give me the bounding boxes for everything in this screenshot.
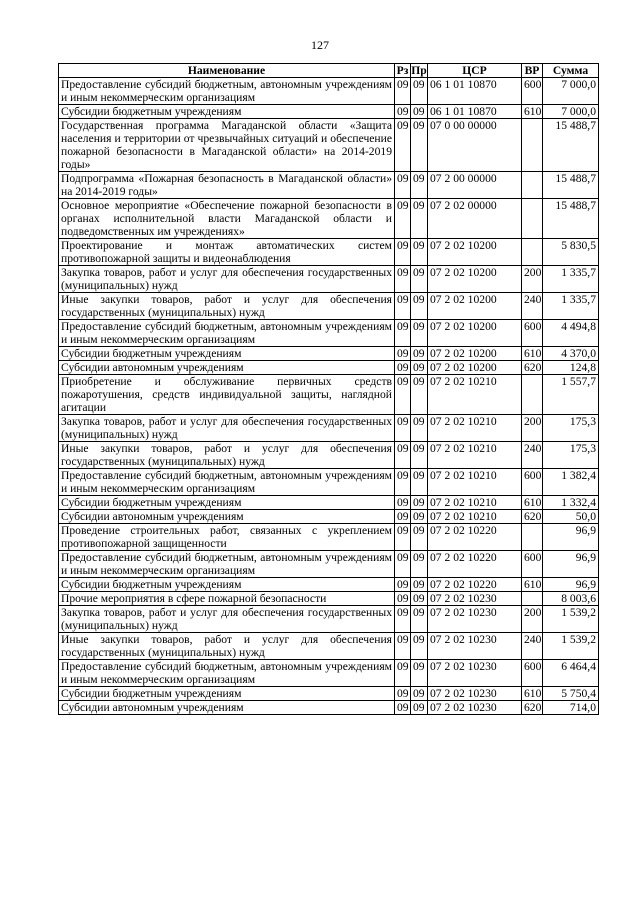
cell-csr: 07 2 02 10210 <box>428 415 522 442</box>
cell-csr: 07 2 02 10230 <box>428 701 522 715</box>
cell-vr: 620 <box>522 361 543 375</box>
cell-sum: 1 332,4 <box>543 496 599 510</box>
cell-sum: 175,3 <box>543 415 599 442</box>
cell-pr: 09 <box>411 239 428 266</box>
cell-vr: 600 <box>522 78 543 105</box>
cell-sum: 5 750,4 <box>543 687 599 701</box>
cell-csr: 07 2 02 10210 <box>428 510 522 524</box>
cell-sum: 175,3 <box>543 442 599 469</box>
cell-rz: 09 <box>395 105 411 119</box>
cell-name: Основное мероприятие «Обеспечение пожарной безопасности в органах исполнительной власти Магаданской области и подведомственных им учреждениях» <box>59 199 395 239</box>
cell-name: Предоставление субсидий бюджетным, автономным учреждениям и иным некоммерческим организациям <box>59 469 395 496</box>
table-row <box>59 415 599 442</box>
cell-vr: 620 <box>522 510 543 524</box>
cell-csr: 07 2 02 10200 <box>428 320 522 347</box>
cell-sum: 1 335,7 <box>543 266 599 293</box>
cell-rz: 09 <box>395 524 411 551</box>
cell-sum: 1 382,4 <box>543 469 599 496</box>
cell-vr: 600 <box>522 660 543 687</box>
cell-rz: 09 <box>395 442 411 469</box>
cell-vr: 200 <box>522 606 543 633</box>
cell-sum: 8 003,6 <box>543 592 599 606</box>
table-row <box>59 375 599 415</box>
cell-pr: 09 <box>411 119 428 172</box>
cell-csr: 07 2 02 10220 <box>428 524 522 551</box>
cell-vr: 610 <box>522 105 543 119</box>
cell-sum: 5 830,5 <box>543 239 599 266</box>
cell-pr: 09 <box>411 105 428 119</box>
cell-name: Иные закупки товаров, работ и услуг для обеспечения государственных (муниципальных) нужд <box>59 293 395 320</box>
cell-sum: 15 488,7 <box>543 199 599 239</box>
cell-sum: 1 539,2 <box>543 633 599 660</box>
cell-rz: 09 <box>395 293 411 320</box>
cell-name: Предоставление субсидий бюджетным, автономным учреждениям и иным некоммерческим организациям <box>59 320 395 347</box>
cell-name: Предоставление субсидий бюджетным, автономным учреждениям и иным некоммерческим организациям <box>59 660 395 687</box>
table-row <box>59 633 599 660</box>
cell-sum: 7 000,0 <box>543 78 599 105</box>
cell-vr <box>522 119 543 172</box>
cell-pr: 09 <box>411 172 428 199</box>
table-row <box>59 119 599 172</box>
cell-sum: 714,0 <box>543 701 599 715</box>
table-row <box>59 660 599 687</box>
cell-sum: 96,9 <box>543 551 599 578</box>
cell-name: Приобретение и обслуживание первичных средств пожаротушения, средств индивидуальной защиты, наглядной агитации <box>59 375 395 415</box>
table-row <box>59 266 599 293</box>
header-csr: ЦСР <box>428 64 522 78</box>
cell-pr: 09 <box>411 510 428 524</box>
cell-csr: 07 2 02 10230 <box>428 606 522 633</box>
cell-sum: 15 488,7 <box>543 119 599 172</box>
cell-vr: 240 <box>522 633 543 660</box>
cell-pr: 09 <box>411 361 428 375</box>
cell-csr: 07 2 02 10230 <box>428 660 522 687</box>
cell-vr: 620 <box>522 701 543 715</box>
table-row <box>59 701 599 715</box>
cell-rz: 09 <box>395 633 411 660</box>
cell-vr: 600 <box>522 469 543 496</box>
cell-pr: 09 <box>411 266 428 293</box>
cell-name: Субсидии бюджетным учреждениям <box>59 687 395 701</box>
cell-sum: 1 539,2 <box>543 606 599 633</box>
table-header-row <box>59 64 599 78</box>
cell-vr <box>522 592 543 606</box>
table-row <box>59 469 599 496</box>
cell-name: Закупка товаров, работ и услуг для обеспечения государственных (муниципальных) нужд <box>59 606 395 633</box>
cell-rz: 09 <box>395 415 411 442</box>
cell-rz: 09 <box>395 375 411 415</box>
cell-csr: 07 2 02 10210 <box>428 442 522 469</box>
cell-vr <box>522 524 543 551</box>
table-row <box>59 510 599 524</box>
table-row <box>59 442 599 469</box>
cell-vr: 610 <box>522 347 543 361</box>
cell-name: Иные закупки товаров, работ и услуг для обеспечения государственных (муниципальных) нужд <box>59 633 395 660</box>
cell-pr: 09 <box>411 347 428 361</box>
cell-rz: 09 <box>395 320 411 347</box>
page-number: 127 <box>311 38 329 52</box>
cell-csr: 07 2 02 10210 <box>428 375 522 415</box>
cell-rz: 09 <box>395 78 411 105</box>
cell-name: Государственная программа Магаданской области «Защита населения и территории от чрезвычайных ситуаций и обеспечение пожарной безопасности в Магаданской области» на 2014-2019 годы» <box>59 119 395 172</box>
cell-sum: 1 557,7 <box>543 375 599 415</box>
cell-name: Закупка товаров, работ и услуг для обеспечения государственных (муниципальных) нужд <box>59 415 395 442</box>
cell-vr: 200 <box>522 415 543 442</box>
cell-name: Субсидии автономным учреждениям <box>59 361 395 375</box>
cell-pr: 09 <box>411 415 428 442</box>
cell-name: Прочие мероприятия в сфере пожарной безопасности <box>59 592 395 606</box>
cell-csr: 07 2 00 00000 <box>428 172 522 199</box>
cell-csr: 07 2 02 10200 <box>428 361 522 375</box>
cell-vr: 610 <box>522 578 543 592</box>
table-row <box>59 293 599 320</box>
cell-pr: 09 <box>411 551 428 578</box>
table-row <box>59 361 599 375</box>
cell-name: Проектирование и монтаж автоматических систем противопожарной защиты и видеонаблюдения <box>59 239 395 266</box>
table-row <box>59 592 599 606</box>
cell-vr <box>522 239 543 266</box>
cell-pr: 09 <box>411 375 428 415</box>
cell-csr: 07 0 00 00000 <box>428 119 522 172</box>
table-row <box>59 239 599 266</box>
cell-vr: 240 <box>522 293 543 320</box>
table-row <box>59 78 599 105</box>
table-row <box>59 105 599 119</box>
cell-csr: 07 2 02 10200 <box>428 239 522 266</box>
table-row <box>59 320 599 347</box>
table-row <box>59 496 599 510</box>
cell-name: Подпрограмма «Пожарная безопасность в Магаданской области» на 2014-2019 годы» <box>59 172 395 199</box>
cell-name: Субсидии бюджетным учреждениям <box>59 578 395 592</box>
cell-csr: 07 2 02 10200 <box>428 266 522 293</box>
table-row <box>59 524 599 551</box>
table-row <box>59 172 599 199</box>
table-row <box>59 347 599 361</box>
cell-rz: 09 <box>395 266 411 293</box>
cell-rz: 09 <box>395 199 411 239</box>
cell-vr: 610 <box>522 687 543 701</box>
cell-csr: 07 2 02 10230 <box>428 687 522 701</box>
table-row <box>59 687 599 701</box>
cell-rz: 09 <box>395 510 411 524</box>
cell-csr: 07 2 02 10200 <box>428 293 522 320</box>
cell-rz: 09 <box>395 701 411 715</box>
cell-sum: 96,9 <box>543 578 599 592</box>
cell-csr: 07 2 02 10210 <box>428 496 522 510</box>
cell-rz: 09 <box>395 239 411 266</box>
cell-rz: 09 <box>395 469 411 496</box>
cell-pr: 09 <box>411 578 428 592</box>
cell-name: Субсидии бюджетным учреждениям <box>59 105 395 119</box>
cell-pr: 09 <box>411 469 428 496</box>
cell-pr: 09 <box>411 78 428 105</box>
cell-pr: 09 <box>411 701 428 715</box>
cell-sum: 4 494,8 <box>543 320 599 347</box>
cell-csr: 07 2 02 10200 <box>428 347 522 361</box>
cell-rz: 09 <box>395 687 411 701</box>
cell-sum: 124,8 <box>543 361 599 375</box>
cell-name: Субсидии автономным учреждениям <box>59 510 395 524</box>
cell-csr: 07 2 02 00000 <box>428 199 522 239</box>
cell-name: Предоставление субсидий бюджетным, автономным учреждениям и иным некоммерческим организациям <box>59 78 395 105</box>
budget-table <box>58 63 599 715</box>
cell-vr: 600 <box>522 551 543 578</box>
header-sum: Сумма <box>543 64 599 78</box>
cell-rz: 09 <box>395 551 411 578</box>
cell-sum: 96,9 <box>543 524 599 551</box>
cell-csr: 07 2 02 10220 <box>428 551 522 578</box>
cell-vr <box>522 199 543 239</box>
cell-vr: 200 <box>522 266 543 293</box>
cell-name: Субсидии бюджетным учреждениям <box>59 347 395 361</box>
cell-sum: 50,0 <box>543 510 599 524</box>
cell-pr: 09 <box>411 496 428 510</box>
cell-pr: 09 <box>411 293 428 320</box>
cell-rz: 09 <box>395 361 411 375</box>
cell-csr: 06 1 01 10870 <box>428 105 522 119</box>
cell-pr: 09 <box>411 524 428 551</box>
cell-rz: 09 <box>395 172 411 199</box>
cell-rz: 09 <box>395 347 411 361</box>
cell-rz: 09 <box>395 119 411 172</box>
header-rz: Рз <box>395 64 411 78</box>
cell-rz: 09 <box>395 578 411 592</box>
cell-vr <box>522 172 543 199</box>
cell-name: Закупка товаров, работ и услуг для обеспечения государственных (муниципальных) нужд <box>59 266 395 293</box>
cell-csr: 07 2 02 10220 <box>428 578 522 592</box>
cell-sum: 7 000,0 <box>543 105 599 119</box>
cell-pr: 09 <box>411 592 428 606</box>
table-row <box>59 606 599 633</box>
header-vr: ВР <box>522 64 543 78</box>
cell-csr: 07 2 02 10230 <box>428 633 522 660</box>
cell-pr: 09 <box>411 633 428 660</box>
cell-name: Иные закупки товаров, работ и услуг для обеспечения государственных (муниципальных) нужд <box>59 442 395 469</box>
cell-rz: 09 <box>395 606 411 633</box>
cell-csr: 07 2 02 10230 <box>428 592 522 606</box>
cell-rz: 09 <box>395 496 411 510</box>
cell-rz: 09 <box>395 660 411 687</box>
cell-csr: 07 2 02 10210 <box>428 469 522 496</box>
cell-name: Субсидии бюджетным учреждениям <box>59 496 395 510</box>
cell-rz: 09 <box>395 592 411 606</box>
cell-name: Проведение строительных работ, связанных с укреплением противопожарной защищенности <box>59 524 395 551</box>
table-row <box>59 199 599 239</box>
cell-vr: 600 <box>522 320 543 347</box>
cell-pr: 09 <box>411 606 428 633</box>
cell-name: Субсидии автономным учреждениям <box>59 701 395 715</box>
cell-pr: 09 <box>411 660 428 687</box>
cell-vr: 240 <box>522 442 543 469</box>
cell-pr: 09 <box>411 687 428 701</box>
header-pr: Пр <box>411 64 427 77</box>
cell-name: Предоставление субсидий бюджетным, автономным учреждениям и иным некоммерческим организациям <box>59 551 395 578</box>
table-row <box>59 551 599 578</box>
cell-pr: 09 <box>411 199 428 239</box>
cell-sum: 6 464,4 <box>543 660 599 687</box>
table-body <box>59 78 599 715</box>
cell-sum: 15 488,7 <box>543 172 599 199</box>
cell-vr: 610 <box>522 496 543 510</box>
header-name: Наименование <box>59 64 395 78</box>
table-row <box>59 578 599 592</box>
cell-sum: 1 335,7 <box>543 293 599 320</box>
cell-vr <box>522 375 543 415</box>
cell-csr: 06 1 01 10870 <box>428 78 522 105</box>
cell-pr: 09 <box>411 320 428 347</box>
cell-pr: 09 <box>411 442 428 469</box>
cell-sum: 4 370,0 <box>543 347 599 361</box>
